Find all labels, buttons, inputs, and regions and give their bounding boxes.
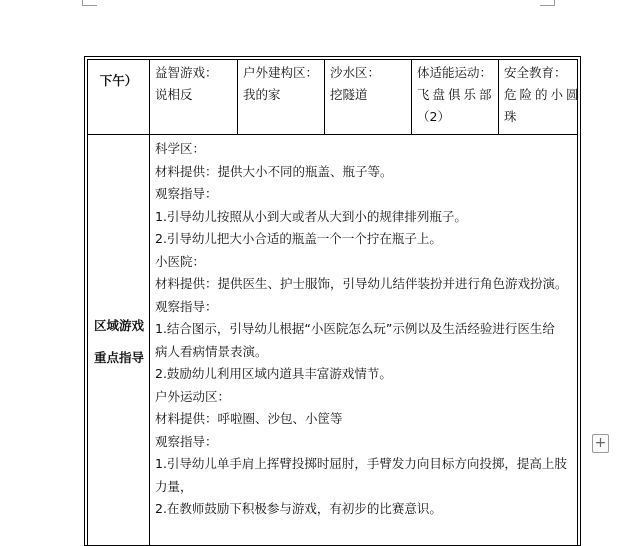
guidance-line: 观察指导：	[155, 186, 218, 201]
table-inner-border	[87, 59, 582, 545]
page-corner-mark-left	[82, 0, 97, 6]
guidance-line: 2.在教师鼓励下积极参与游戏，有初步的比赛意识。	[155, 501, 442, 516]
area-game-guidance-row	[88, 135, 577, 545]
activity-cell	[325, 60, 412, 134]
guidance-line: 材料提供：提供大小不同的瓶盖、瓶子等。	[155, 163, 393, 179]
guidance-line: 材料提供：提供医生、护士服饰，引导幼儿结伴装扮并进行角色游戏扮演。	[155, 276, 568, 291]
guidance-line: 1.引导幼儿按照从小到大或者从大到小的规律排列瓶子。	[155, 208, 467, 224]
activity-name-continued: 珠	[504, 109, 517, 124]
add-row-button[interactable]: +	[592, 434, 609, 453]
page-corner-mark-right	[540, 0, 555, 6]
guidance-content	[150, 135, 577, 521]
schedule-table	[84, 56, 581, 546]
guidance-line: 1.引导幼儿单手肩上挥臂投掷时屈肘，手臂发力向目标方向投掷，提高上肢	[155, 456, 567, 471]
activity-name-continued: （2）	[417, 109, 450, 124]
guidance-line: 观察指导：	[155, 298, 218, 314]
guidance-line: 2.引导幼儿把大小合适的瓶盖一个一个拧在瓶子上。	[155, 231, 442, 246]
activity-cell	[412, 60, 499, 134]
activity-category: 沙水区：	[330, 65, 381, 80]
row-label-text: 下午）	[99, 73, 138, 88]
guidance-line: 观察指导：	[155, 433, 218, 449]
activity-name: 挖隧道	[330, 87, 368, 102]
guidance-line: 户外运动区：	[155, 388, 231, 404]
guidance-line: 2.鼓励幼儿利用区域内道具丰富游戏情节。	[155, 366, 392, 381]
activity-name: 说相反	[155, 87, 193, 102]
activity-name: 危险的小圆	[504, 87, 582, 102]
guidance-line: 病人看病情景表演。	[155, 343, 268, 359]
row-label-line2: 重点指导	[93, 350, 144, 365]
activity-category: 体适能运动：	[417, 65, 493, 80]
activity-category: 益智游戏：	[155, 65, 218, 80]
guidance-line: 材料提供：呼啦圈、沙包、小筐等	[155, 411, 343, 426]
guidance-line: 1.结合图示，引导幼儿根据“小医院怎么玩”示例以及生活经验进行医生给	[155, 321, 555, 336]
activity-cell	[238, 60, 325, 134]
afternoon-activities-row	[88, 60, 582, 135]
activity-cell	[150, 60, 238, 134]
activity-category: 安全教育：	[504, 65, 567, 80]
row-label-afternoon	[88, 60, 150, 134]
activity-name: 我的家	[243, 87, 281, 102]
row-label-area-game	[88, 135, 150, 545]
guidance-line: 科学区：	[155, 141, 206, 156]
activity-cell	[499, 60, 582, 134]
activity-name: 飞盘俱乐部	[417, 87, 495, 102]
guidance-line: 力量，	[155, 478, 193, 494]
activity-category: 户外建构区：	[243, 65, 319, 80]
row-label-line1: 区域游戏	[93, 318, 144, 333]
guidance-line: 小医院：	[155, 253, 206, 269]
